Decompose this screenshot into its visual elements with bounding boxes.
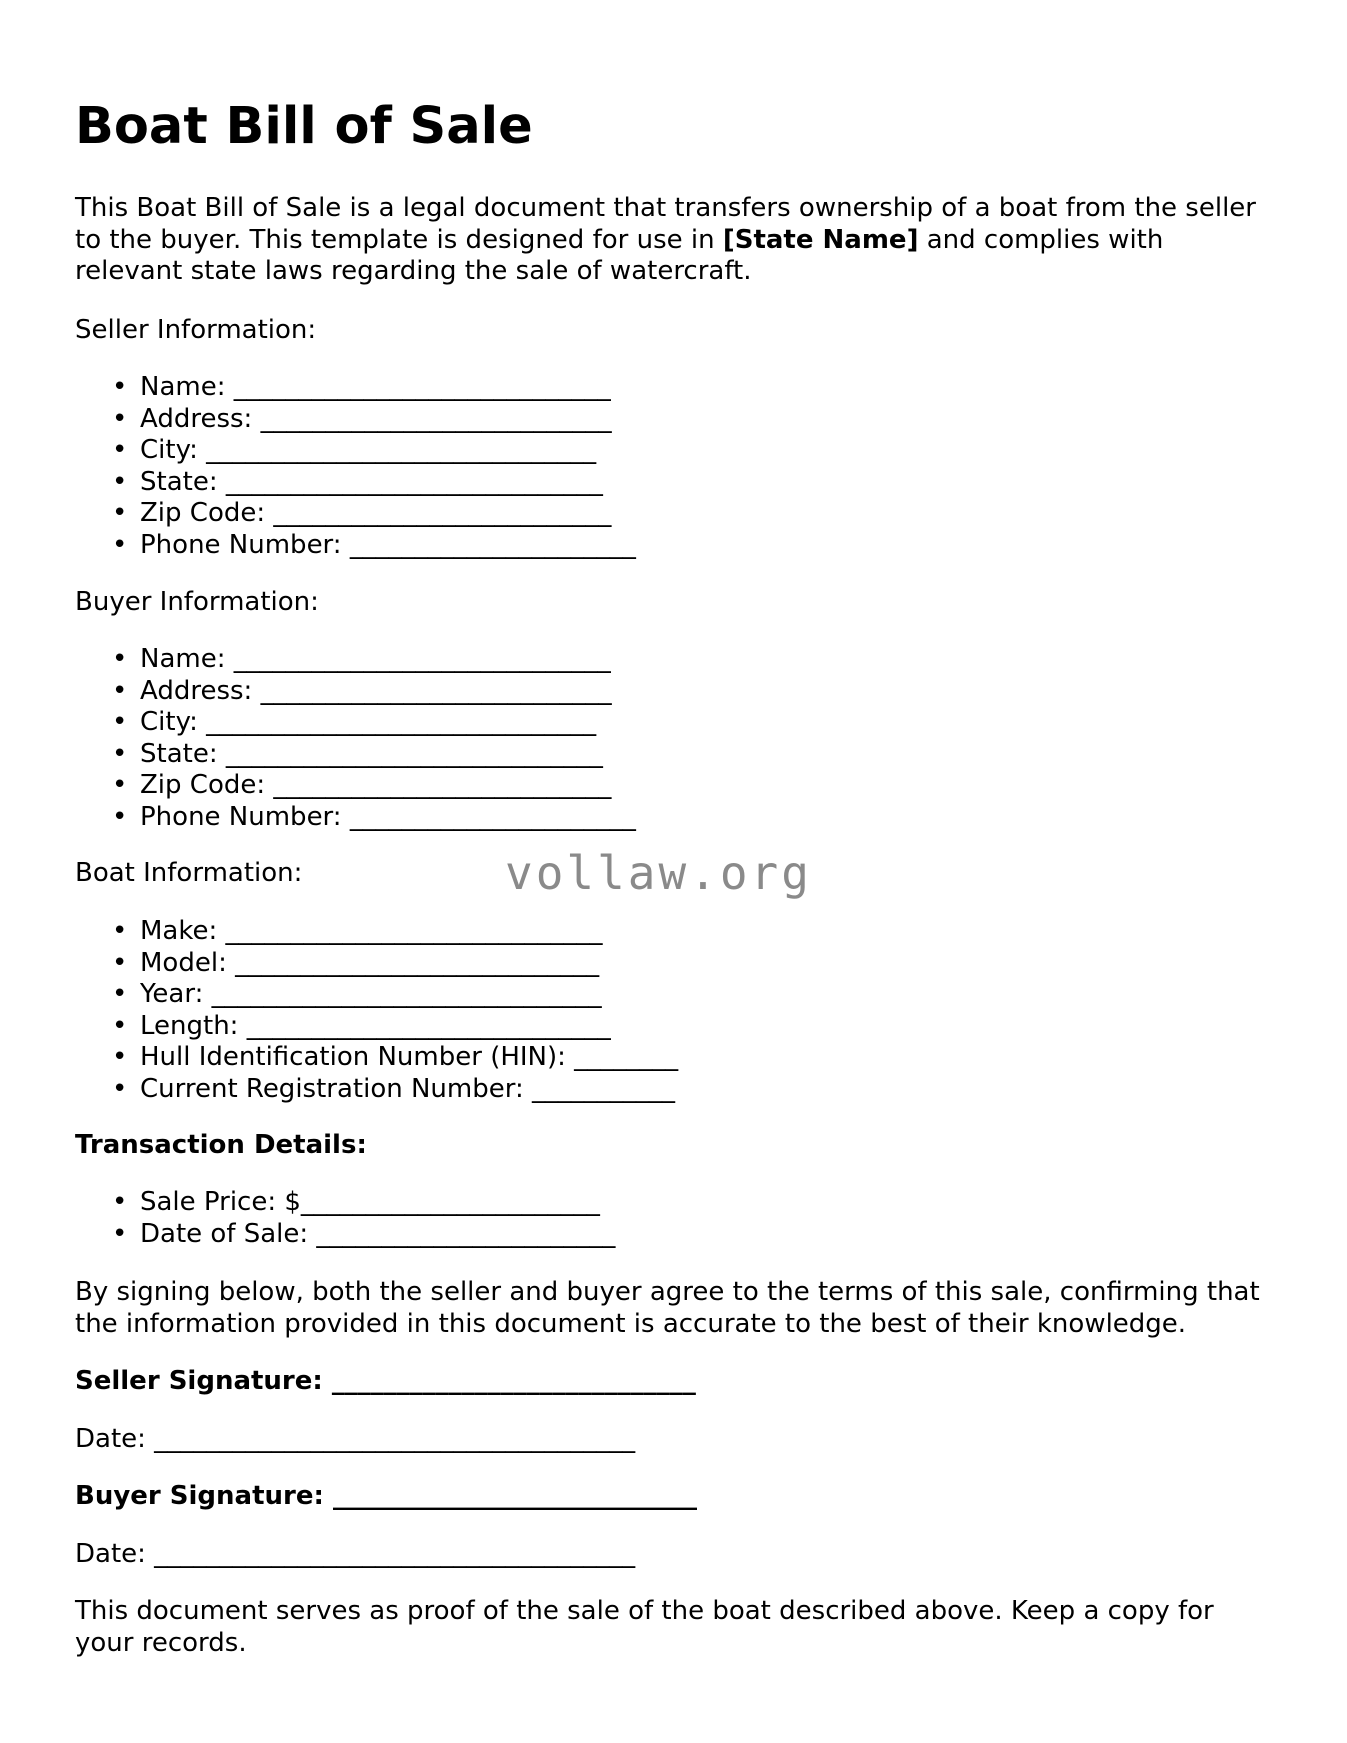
bullet-icon: • bbox=[112, 1042, 128, 1072]
field-label: Name: _____________________________ bbox=[140, 644, 611, 674]
seller-heading: Seller Information: bbox=[75, 315, 317, 345]
field-label: Model: ____________________________ bbox=[140, 947, 600, 978]
bullet-icon: • bbox=[112, 435, 128, 465]
buyer-signature-label: Buyer Signature: bbox=[75, 1481, 324, 1511]
bullet-icon: • bbox=[112, 1218, 128, 1249]
field-item bbox=[75, 404, 636, 436]
buyer-date-line: Date: _____________________________________ bbox=[75, 1539, 636, 1569]
field-item bbox=[75, 1219, 615, 1251]
field-label: Phone Number: ______________________ bbox=[140, 801, 636, 832]
field-label: Zip Code: __________________________ bbox=[140, 498, 612, 528]
field-item bbox=[75, 530, 636, 562]
bullet-icon: • bbox=[112, 529, 128, 560]
field-item bbox=[75, 979, 678, 1011]
bullet-icon: • bbox=[112, 1010, 128, 1041]
agreement-paragraph: By signing below, both the seller and buyer agree to the terms of this sale, confirming that the information provided in this document is accurate to the best of their knowledge. bbox=[75, 1277, 1260, 1339]
transaction-heading: Transaction Details: bbox=[75, 1130, 367, 1160]
field-item bbox=[75, 435, 636, 467]
intro-text-after: and complies with relevant state laws regarding the sale of watercraft. bbox=[75, 224, 1164, 286]
field-label: State: _____________________________ bbox=[140, 738, 603, 769]
seller-signature-line bbox=[75, 1366, 696, 1398]
field-label: Current Registration Number: ___________ bbox=[140, 1073, 675, 1104]
transaction-field-list bbox=[75, 1187, 615, 1250]
seller-signature-label: Seller Signature: bbox=[75, 1366, 323, 1396]
field-label: State: _____________________________ bbox=[140, 466, 603, 497]
field-label: Zip Code: __________________________ bbox=[140, 770, 612, 800]
field-item bbox=[75, 1074, 678, 1106]
watermark: vollaw.org bbox=[505, 846, 812, 900]
field-label: Name: _____________________________ bbox=[140, 372, 611, 402]
intro-paragraph bbox=[75, 193, 1275, 288]
boat-heading: Boat Information: bbox=[75, 858, 303, 888]
buyer-field-list bbox=[75, 644, 636, 833]
bullet-icon: • bbox=[112, 675, 128, 706]
intro-text-before: This Boat Bill of Sale is a legal document that transfers ownership of a boat from the seller to the buyer. This template is designed for use in bbox=[75, 193, 1256, 255]
field-label: Date of Sale: _______________________ bbox=[140, 1218, 616, 1249]
field-item bbox=[75, 372, 636, 404]
bullet-icon: • bbox=[112, 738, 128, 769]
bullet-icon: • bbox=[112, 770, 128, 800]
bullet-icon: • bbox=[112, 372, 128, 402]
field-item bbox=[75, 467, 636, 499]
boat-field-list bbox=[75, 916, 678, 1105]
field-item bbox=[75, 498, 636, 530]
field-label: Hull Identification Number (HIN): ________ bbox=[140, 1042, 679, 1072]
field-label: Year: ______________________________ bbox=[140, 979, 602, 1009]
seller-date-line: Date: _____________________________________ bbox=[75, 1424, 636, 1454]
field-item bbox=[75, 770, 636, 802]
field-label: City: ______________________________ bbox=[140, 435, 597, 465]
bullet-icon: • bbox=[112, 916, 128, 946]
field-item bbox=[75, 1011, 678, 1043]
field-label: Make: _____________________________ bbox=[140, 916, 603, 946]
field-item bbox=[75, 707, 636, 739]
bullet-icon: • bbox=[112, 644, 128, 674]
field-item bbox=[75, 948, 678, 980]
state-name-placeholder: [State Name] bbox=[722, 224, 919, 255]
bullet-icon: • bbox=[112, 466, 128, 497]
bullet-icon: • bbox=[112, 1073, 128, 1104]
bullet-icon: • bbox=[112, 498, 128, 528]
field-label: Sale Price: $_______________________ bbox=[140, 1187, 600, 1217]
field-label: Address: ___________________________ bbox=[140, 675, 612, 706]
seller-field-list bbox=[75, 372, 636, 561]
bullet-icon: • bbox=[112, 403, 128, 434]
field-label: Phone Number: ______________________ bbox=[140, 529, 636, 560]
bullet-icon: • bbox=[112, 979, 128, 1009]
field-item bbox=[75, 739, 636, 771]
document-title: Boat Bill of Sale bbox=[75, 97, 533, 156]
field-label: City: ______________________________ bbox=[140, 707, 597, 737]
field-item bbox=[75, 916, 678, 948]
bullet-icon: • bbox=[112, 947, 128, 978]
bullet-icon: • bbox=[112, 707, 128, 737]
field-label: Length: ____________________________ bbox=[140, 1010, 611, 1041]
closing-paragraph: This document serves as proof of the sale of the boat described above. Keep a copy for your records. bbox=[75, 1596, 1214, 1658]
field-item bbox=[75, 676, 636, 708]
field-item bbox=[75, 1042, 678, 1074]
buyer-heading: Buyer Information: bbox=[75, 587, 319, 617]
bullet-icon: • bbox=[112, 1187, 128, 1217]
buyer-signature-line bbox=[75, 1481, 697, 1513]
field-label: Address: ___________________________ bbox=[140, 403, 612, 434]
field-item bbox=[75, 644, 636, 676]
field-item bbox=[75, 802, 636, 834]
field-item bbox=[75, 1187, 615, 1219]
seller-signature-blank: ____________________________ bbox=[322, 1366, 696, 1396]
buyer-signature-blank: ____________________________ bbox=[323, 1481, 697, 1511]
bullet-icon: • bbox=[112, 801, 128, 832]
